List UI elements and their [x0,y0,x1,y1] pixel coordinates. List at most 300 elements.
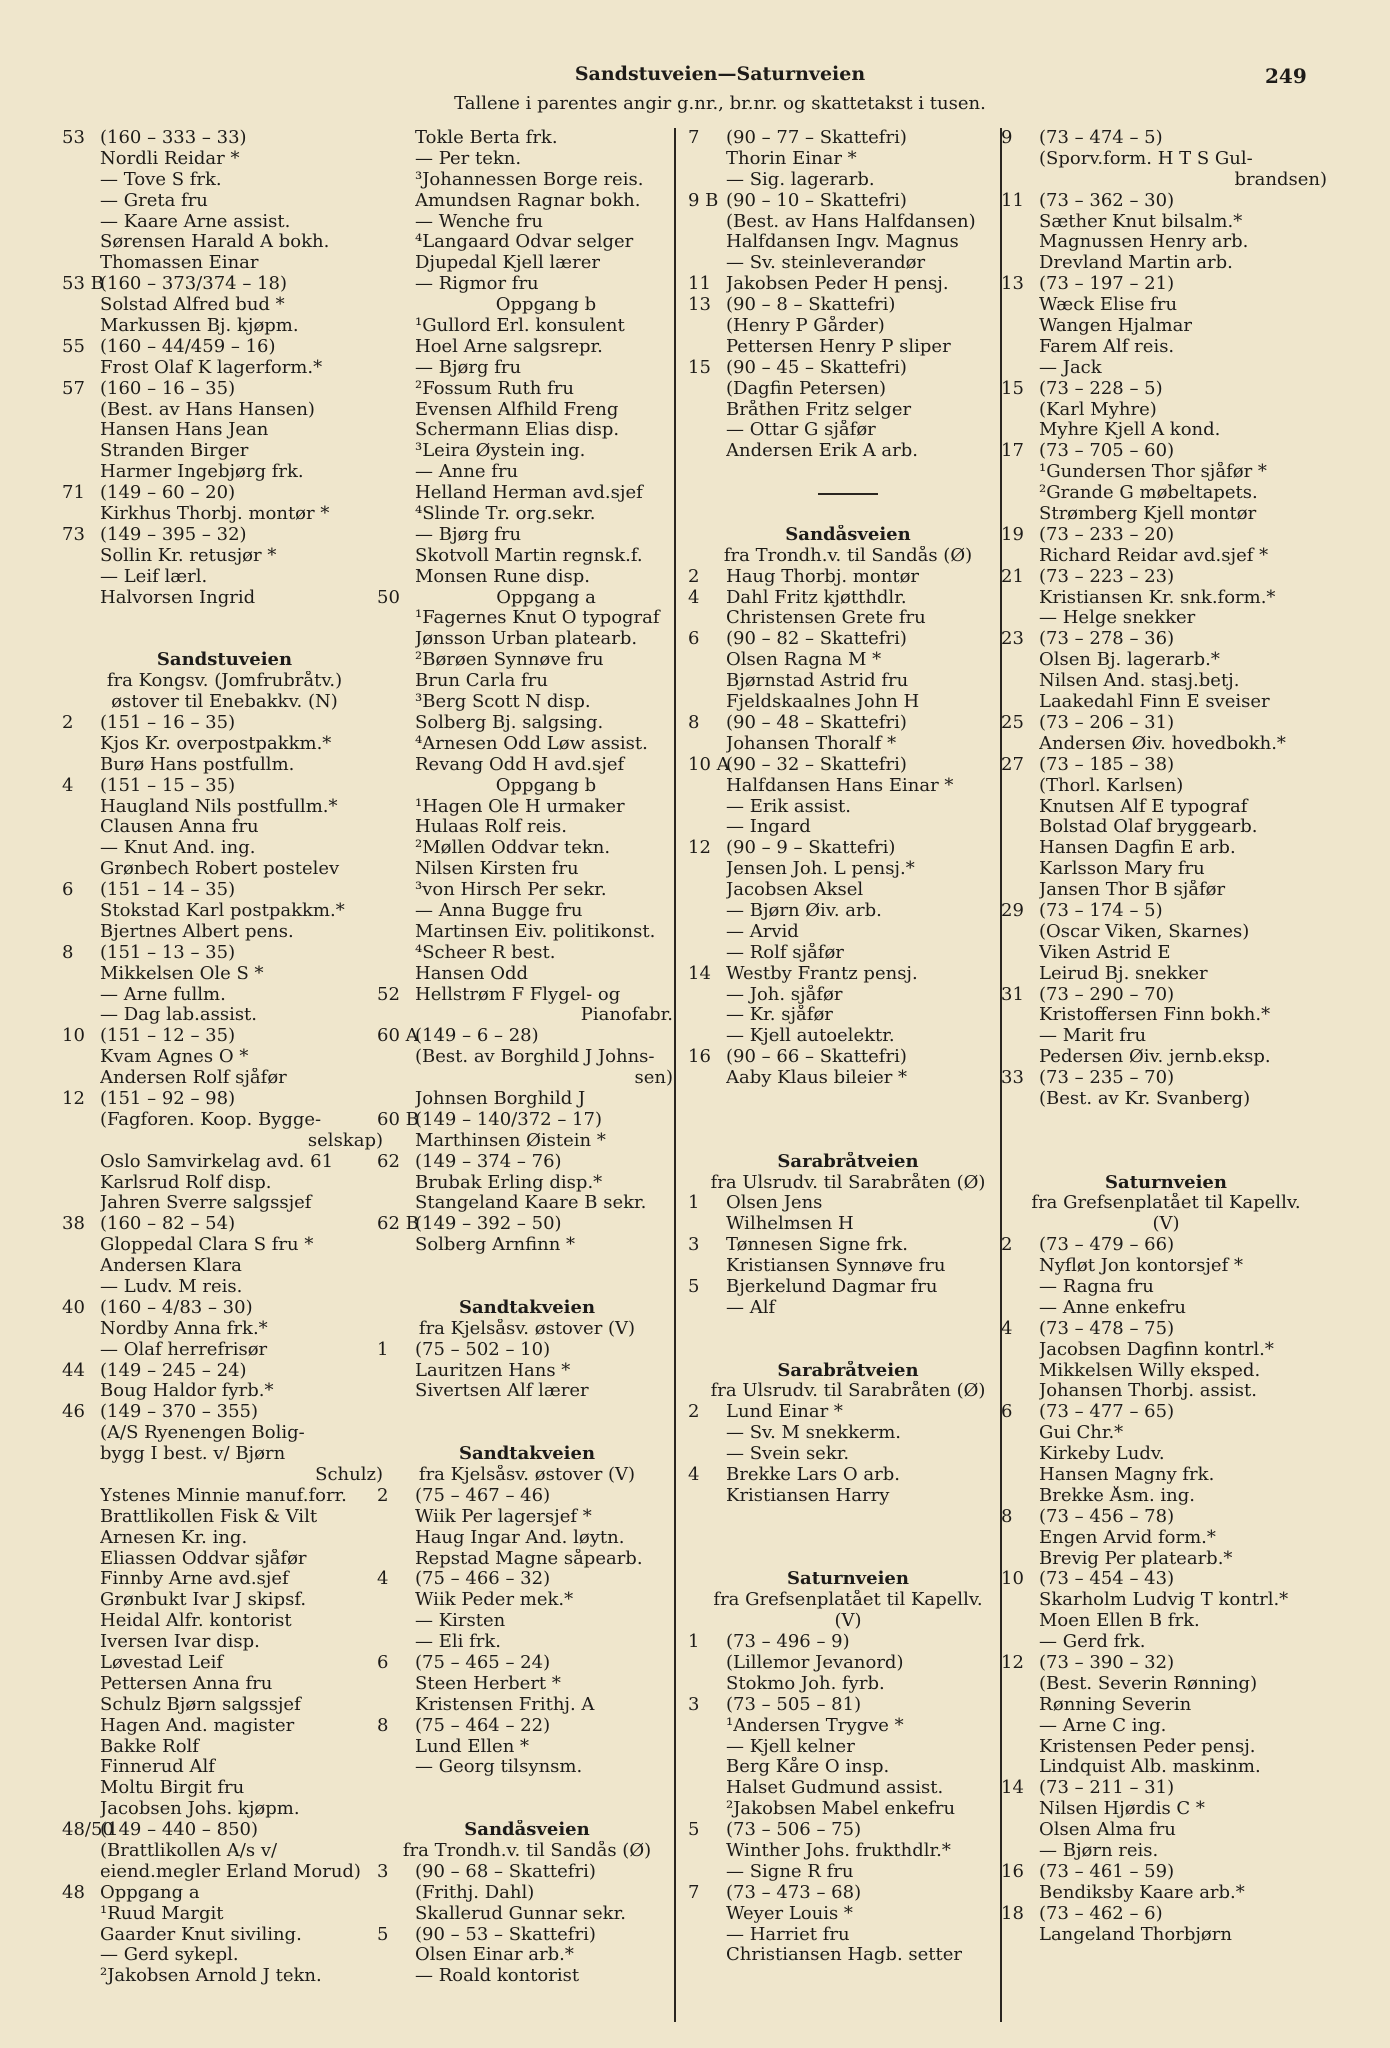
street-name: Sandåsveien [785,524,911,545]
entry-text: Bjertnes Albert pens. [100,921,294,942]
house-number [377,1005,415,1026]
directory-entry [1001,1632,1331,1653]
house-number [1001,1444,1039,1465]
directory-entry [62,1862,387,1883]
house-number [62,1235,100,1256]
entry-text: (149 – 440 – 850) [100,1820,259,1841]
directory-entry [688,295,1008,316]
house-number [688,1945,726,1966]
entry-text: Sørensen Harald A bokh. [100,232,330,253]
entry-text: ¹Gundersen Thor sjåfør * [1039,462,1267,483]
directory-entry [1001,1402,1331,1423]
directory-entry [377,608,677,629]
house-number: 2 [377,1485,389,1506]
directory-entry [377,462,677,483]
entry-text: ⁴Arnesen Odd Løw assist. [415,733,648,754]
directory-entry [1001,191,1331,212]
entry-text: Farem Alf reis. [1039,336,1175,357]
directory-entry [1001,253,1331,274]
house-number [377,1068,415,1089]
directory-entry [688,337,1008,358]
house-number [62,1110,100,1131]
entry-text: (151 – 16 – 35) [100,712,236,733]
house-number [377,1757,415,1778]
spacer [377,1778,677,1799]
street-heading [377,1298,677,1319]
entry-text: Johnsen Borghild J [415,1088,586,1109]
directory-entry [1001,1047,1331,1068]
directory-entry [688,629,1008,650]
entry-text: (73 – 278 – 36) [1039,629,1175,650]
entry-text: Halfdansen Hans Einar * [726,775,954,796]
house-number [377,755,415,776]
entry-text: Olsen Einar arb.* [415,1945,574,1966]
column-4 [1001,128,1331,1945]
directory-entry [688,379,1008,400]
house-number: 60 A [377,1026,419,1047]
directory-entry [688,1402,1008,1423]
directory-entry [688,1214,1008,1235]
entry-text: — Gerd sykepl. [100,1945,239,1966]
directory-entry [377,985,677,1006]
entry-text: Aaby Klaus bileier * [726,1068,908,1089]
directory-entry [688,1486,1008,1507]
house-number [1001,922,1039,943]
house-number: 4 [688,1465,700,1485]
entry-text: Frost Olaf K lagerform.* [100,357,323,378]
directory-entry [688,817,1008,838]
house-number [1001,817,1039,838]
entry-text: (149 – 395 – 32) [100,524,247,545]
entry-text: Stranden Birger [100,441,249,462]
directory-entry [1001,316,1331,337]
house-number [1001,1486,1039,1507]
directory-entry [688,1883,1008,1904]
directory-entry [377,379,677,400]
street-heading [688,1569,1008,1590]
directory-entry [1001,1256,1331,1277]
directory-entry [62,1026,387,1047]
directory-entry [377,1674,677,1695]
house-number: 71 [62,483,85,504]
house-number: 10 [1001,1569,1024,1590]
entry-text: Hellstrøm F Flygel- og [415,984,621,1005]
entry-text: (Best. av Hans Hansen) [100,399,315,420]
house-number: 48 [62,1882,85,1903]
directory-entry [1001,358,1331,379]
directory-entry [62,1486,387,1507]
directory-entry [688,608,1008,629]
street-route [377,1841,677,1862]
entry-text: (160 – 16 – 35) [100,378,236,399]
entry-text: (151 – 14 – 35) [100,880,236,901]
entry-text: Olsen Alma fru [1039,1820,1176,1841]
street-heading [377,1820,677,1841]
directory-entry [1001,1590,1331,1611]
directory-entry [377,1945,677,1966]
directory-entry [1001,525,1331,546]
house-number [377,671,415,692]
house-number [62,316,100,337]
entry-text: Karlsson Mary fru [1039,859,1205,880]
entry-text: Schulz) [315,1465,383,1485]
house-number [688,901,726,922]
entry-text: (73 – 479 – 66) [1039,1235,1175,1256]
directory-entry [377,1883,677,1904]
directory-entry [1001,1486,1331,1507]
house-number [1001,1716,1039,1737]
directory-entry [62,128,387,149]
house-number [62,1193,100,1214]
entry-text: Wiik Peder mek.* [415,1590,574,1611]
entry-text: Hansen Odd [415,963,529,984]
entry-text: — Sig. lagerarb. [726,169,875,190]
directory-entry [377,1757,677,1778]
house-number [62,1757,100,1778]
house-number [377,1131,415,1152]
street-route [688,1381,1008,1402]
entry-text: Haug Thorbj. montør [726,566,920,587]
house-number: 50 [377,587,400,608]
directory-entry [377,1737,677,1758]
house-number [377,483,415,504]
directory-entry [1001,1904,1331,1925]
directory-entry [1001,1862,1331,1883]
entry-text: — Marit fru [1039,1026,1147,1047]
directory-entry [377,358,677,379]
house-number [1001,546,1039,567]
entry-text: Andersen Øiv. hovedbokh.* [1039,733,1286,754]
directory-entry [62,817,387,838]
entry-text: (73 – 390 – 32) [1039,1653,1175,1674]
directory-entry [688,1945,1008,1966]
entry-text: — Sv. M snekkerm. [726,1423,902,1444]
directory-entry [1001,1737,1331,1758]
house-number: 12 [688,838,711,859]
house-number [1001,1757,1039,1778]
house-number [1001,1047,1039,1068]
house-number [62,504,100,525]
directory-entry [688,1841,1008,1862]
house-number [1001,1799,1039,1820]
street-route [62,671,387,692]
house-number [62,1131,100,1152]
house-number [688,1026,726,1047]
house-number: 48/50 [62,1820,114,1841]
house-number [62,1507,100,1528]
directory-entry [62,379,387,400]
directory-entry [377,943,677,964]
entry-text: Evensen Alfhild Freng [415,399,619,420]
house-number: 2 [688,566,700,587]
entry-text: (73 – 496 – 9) [726,1632,850,1653]
house-number [377,859,415,880]
directory-entry [1001,922,1331,943]
entry-text: Mikkelsen Ole S * [100,963,264,984]
entry-text: (90 – 66 – Skattefri) [726,1047,907,1068]
entry-text: (73 – 211 – 31) [1039,1778,1175,1799]
directory-entry [377,1695,677,1716]
directory-entry [377,1152,677,1173]
house-number [377,253,415,274]
house-number [62,755,100,776]
entry-text: (90 – 9 – Skattefri) [726,838,896,859]
directory-entry [377,295,677,316]
directory-entry [377,1235,677,1256]
house-number [688,149,726,170]
spacer [688,1340,1008,1361]
house-number [688,1444,726,1465]
directory-entry [377,546,677,567]
route-text: fra Ulsrudv. til Sarabråten (Ø) [710,1381,986,1402]
house-number [1001,692,1039,713]
house-number: 62 B [377,1214,419,1235]
directory-entry [62,1005,387,1026]
house-number [1001,964,1039,985]
directory-entry [62,1632,387,1653]
house-number [377,274,415,295]
entry-text: — Dag lab.assist. [100,1005,258,1026]
house-number [1001,1737,1039,1758]
entry-text: Bjerkelund Dagmar fru [726,1276,938,1297]
directory-entry [62,1423,387,1444]
directory-entry [688,1256,1008,1277]
house-number [377,922,415,943]
entry-text: — Ingard [726,817,811,838]
house-number [377,295,415,316]
house-number [377,1737,415,1758]
directory-entry [62,462,387,483]
entry-text: Jacobsen Johs. kjøpm. [100,1799,300,1820]
entry-text: Knutsen Alf E typograf [1039,796,1248,817]
entry-text: — Ludv. M reis. [100,1276,243,1297]
entry-text: (Thorl. Karlsen) [1039,775,1184,796]
spacer [377,1402,677,1423]
entry-text: Hagen And. magister [100,1715,295,1736]
house-number [688,1925,726,1946]
directory-entry [1001,1799,1331,1820]
street-heading [688,1152,1008,1173]
entry-text: Sæther Knut bilsalm.* [1039,211,1243,232]
directory-entry [377,525,677,546]
house-number [1001,504,1039,525]
house-number [688,1005,726,1026]
house-number [62,441,100,462]
entry-text: Brekke Åsm. ing. [1039,1485,1196,1506]
entry-text: (160 – 4/83 – 30) [100,1297,253,1318]
entry-text: (73 – 462 – 6) [1039,1903,1163,1924]
house-number: 10 A [688,754,730,775]
entry-text: Bjørnstad Astrid fru [726,671,909,692]
directory-entry [377,650,677,671]
directory-entry [62,441,387,462]
entry-text: Pedersen Øiv. jernb.eksp. [1039,1047,1271,1068]
directory-entry [62,1319,387,1340]
entry-text: Strømberg Kjell montør [1039,504,1257,525]
house-number [1001,462,1039,483]
entry-text: Ystenes Minnie manuf.forr. [100,1485,347,1506]
entry-text: Lund Einar * [726,1402,843,1423]
entry-text: Lindquist Alb. maskinm. [1039,1757,1261,1778]
entry-text: Kvam Agnes O * [100,1047,249,1068]
directory-entry [377,1089,677,1110]
directory-entry [62,337,387,358]
entry-text: (75 – 464 – 22) [415,1715,551,1736]
house-number [377,400,415,421]
house-number [62,1486,100,1507]
entry-text: Gaarder Knut siviling. [100,1924,302,1945]
entry-text: — Tove S frk. [100,169,222,190]
entry-text: (Best. av Hans Halfdansen) [726,211,976,232]
house-number [688,400,726,421]
house-number: 8 [377,1715,389,1736]
house-number [62,1966,100,1987]
spacer [688,1110,1008,1131]
directory-entry [62,1590,387,1611]
house-number: 46 [62,1402,85,1423]
entry-text: Thomassen Einar [100,253,259,274]
entry-text: Wilhelmsen H [726,1214,854,1235]
entry-text: ⁴Scheer R best. [415,942,556,963]
street-name: Sandtakveien [458,1297,596,1318]
house-number [62,1778,100,1799]
house-number [377,650,415,671]
entry-text: — Signe R fru [726,1861,854,1882]
entry-text: — Joh. sjåfør [726,984,843,1005]
directory-entry [377,1925,677,1946]
directory-entry [377,1173,677,1194]
house-number [62,1549,100,1570]
house-number [62,1569,100,1590]
entry-text: Bakke Rolf [100,1736,199,1757]
directory-entry [688,1465,1008,1486]
house-number [1001,1549,1039,1570]
directory-entry [62,1444,387,1465]
directory-entry [377,692,677,713]
house-number [377,170,415,191]
house-number: 17 [1001,441,1024,462]
spacer [62,629,387,650]
directory-entry [1001,1089,1331,1110]
directory-entry [377,713,677,734]
directory-entry [1001,1444,1331,1465]
entry-text: — Greta fru [100,190,208,211]
entry-text: Andersen Rolf sjåfør [100,1068,287,1089]
entry-text: — Gerd frk. [1039,1632,1146,1653]
directory-entry [688,1799,1008,1820]
street-heading [377,1444,677,1465]
directory-entry [1001,713,1331,734]
entry-text: Nilsen Kirsten fru [415,859,579,880]
street-route [62,692,387,713]
entry-text: Nyfløt Jon kontorsjef * [1039,1256,1243,1277]
entry-text: Christensen Grete fru [726,608,926,629]
house-number: 1 [688,1193,700,1214]
entry-text: (Fagforen. Koop. Bygge- [100,1109,322,1130]
house-number [1001,1632,1039,1653]
entry-text: — Svein sekr. [726,1444,850,1465]
directory-entry [1001,1026,1331,1047]
directory-entry [62,964,387,985]
house-number [62,1068,100,1089]
house-number [1001,1340,1039,1361]
entry-text: selskap) [307,1130,383,1151]
street-name: Sandåsveien [464,1820,590,1841]
directory-entry [377,1361,677,1382]
directory-entry [688,1925,1008,1946]
house-number [688,608,726,629]
entry-text: Olsen Ragna M * [726,650,882,671]
directory-entry [1001,608,1331,629]
directory-entry [377,1131,677,1152]
entry-text: Boug Haldor fyrb.* [100,1381,274,1402]
directory-entry [1001,1820,1331,1841]
house-number [62,1925,100,1946]
directory-entry [1001,1528,1331,1549]
house-number [377,128,415,149]
entry-text: Grønbukt Ivar J skipsf. [100,1590,307,1611]
house-number [377,1945,415,1966]
house-number [377,358,415,379]
directory-entry [377,1904,677,1925]
house-number [377,1361,415,1382]
directory-entry [62,1235,387,1256]
house-number: 8 [1001,1506,1013,1527]
house-number [1001,671,1039,692]
directory-entry [1001,817,1331,838]
house-number [62,191,100,212]
entry-text: — Georg tilsynsm. [415,1757,583,1778]
directory-entry [62,1925,387,1946]
directory-entry [62,922,387,943]
directory-entry [62,755,387,776]
entry-text: — Per tekn. [415,148,522,169]
directory-entry [688,1862,1008,1883]
entry-text: Solberg Bj. salgsing. [415,712,604,733]
entry-text: ³Berg Scott N disp. [415,692,591,713]
directory-entry [1001,629,1331,650]
entry-text: Heidal Alfr. kontorist [100,1611,292,1632]
house-number: 8 [62,942,74,963]
route-text: (V) [834,1611,862,1632]
entry-text: Amundsen Ragnar bokh. [415,190,641,211]
entry-text: (73 – 185 – 38) [1039,754,1175,775]
directory-entry [1001,1841,1331,1862]
entry-text: (A/S Ryenengen Bolig- [100,1423,305,1444]
directory-entry [688,1757,1008,1778]
house-number [377,546,415,567]
spacer [377,1423,677,1444]
entry-text: Kristensen Frithj. A [415,1694,595,1715]
house-number [377,1904,415,1925]
entry-text: Skotvoll Martin regnsk.f. [415,545,643,566]
entry-text: Iversen Ivar disp. [100,1632,260,1653]
spacer [377,1277,677,1298]
house-number: 5 [688,1820,700,1841]
house-number [688,1256,726,1277]
entry-text: (75 – 465 – 24) [415,1653,551,1674]
entry-text: Wæck Elise fru [1039,295,1178,316]
directory-entry [377,316,677,337]
house-number [62,420,100,441]
route-text: (V) [1152,1214,1180,1235]
house-number [377,838,415,859]
entry-text: — Alf [726,1297,776,1318]
entry-text: Wiik Per lagersjef * [415,1506,592,1527]
directory-entry [688,1068,1008,1089]
entry-text: — Bjørn reis. [1039,1841,1159,1862]
entry-text: (75 – 467 – 46) [415,1485,551,1506]
